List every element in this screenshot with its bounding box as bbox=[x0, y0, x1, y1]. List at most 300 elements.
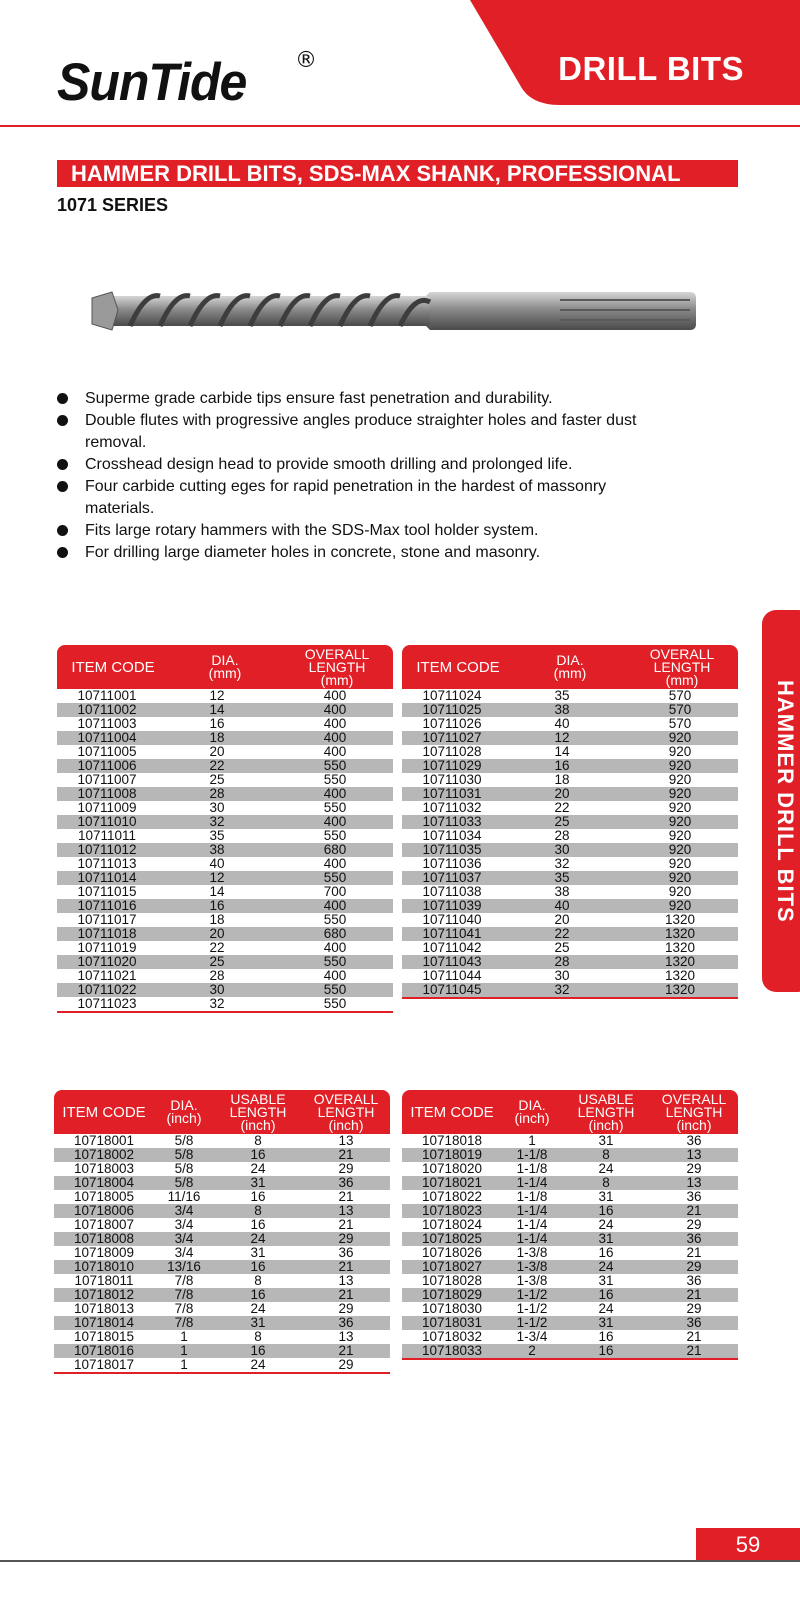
table-row bbox=[54, 1288, 390, 1302]
table-cell: 1 bbox=[180, 1343, 188, 1358]
col-item-code: ITEM CODE bbox=[62, 1103, 146, 1121]
table-cell: 920 bbox=[668, 730, 692, 745]
feature-item: Four carbide cutting eges for rapid penetration in the hardest of massonry materials. bbox=[57, 476, 677, 520]
footer-divider bbox=[0, 1560, 800, 1562]
table-cell: 10711035 bbox=[422, 842, 482, 857]
table-cell: 25 bbox=[554, 814, 570, 829]
drill-bit-image bbox=[90, 280, 700, 340]
table-cell: 10711018 bbox=[77, 926, 137, 941]
table-row bbox=[402, 1274, 738, 1288]
table-row bbox=[402, 689, 738, 703]
table-footer-rule bbox=[54, 1372, 390, 1374]
table-row bbox=[402, 1246, 738, 1260]
table-cell: 16 bbox=[209, 898, 225, 913]
table-cell: 25 bbox=[554, 940, 570, 955]
table-body bbox=[57, 689, 393, 1011]
table-cell: 10711045 bbox=[422, 982, 482, 997]
table-cell: 10711038 bbox=[422, 884, 482, 899]
table-cell: 29 bbox=[338, 1357, 354, 1372]
table-row bbox=[402, 815, 738, 829]
table-cell: 920 bbox=[668, 870, 692, 885]
table-cell: 21 bbox=[338, 1217, 354, 1232]
table-cell: 1-3/4 bbox=[516, 1329, 548, 1344]
table-cell: 10711011 bbox=[77, 828, 137, 843]
table-cell: 32 bbox=[209, 996, 225, 1011]
table-row bbox=[402, 843, 738, 857]
table-cell: 400 bbox=[323, 730, 347, 745]
table-cell: 14 bbox=[209, 702, 225, 717]
table-row bbox=[402, 1330, 738, 1344]
table-cell: 920 bbox=[668, 814, 692, 829]
feature-list bbox=[57, 388, 677, 564]
table-cell: 400 bbox=[323, 856, 347, 871]
col-dia: DIA. (inch) bbox=[514, 1097, 550, 1126]
table-cell: 32 bbox=[209, 814, 225, 829]
table-row bbox=[57, 773, 393, 787]
table-cell: 1-1/4 bbox=[516, 1203, 548, 1218]
table-footer-rule bbox=[402, 997, 738, 999]
table-cell: 21 bbox=[338, 1147, 354, 1162]
table-row bbox=[402, 1344, 738, 1358]
table-cell: 36 bbox=[686, 1315, 702, 1330]
table-cell: 30 bbox=[554, 842, 570, 857]
table-cell: 16 bbox=[598, 1343, 614, 1358]
col-overall-length: OVERALL LENGTH (inch) bbox=[313, 1090, 379, 1133]
table-row bbox=[57, 899, 393, 913]
col-usable-length: USABLE LENGTH (inch) bbox=[229, 1090, 287, 1133]
table-cell: 24 bbox=[598, 1301, 614, 1316]
table-cell: 29 bbox=[338, 1301, 354, 1316]
page-title: HAMMER DRILL BITS, SDS-MAX SHANK, PROFESSIONAL bbox=[57, 160, 738, 187]
table-cell: 28 bbox=[209, 786, 225, 801]
table-cell: 31 bbox=[250, 1315, 266, 1330]
table-cell: 36 bbox=[338, 1245, 354, 1260]
table-cell: 400 bbox=[323, 716, 347, 731]
table-row bbox=[57, 801, 393, 815]
table-cell: 20 bbox=[209, 744, 225, 759]
table-cell: 1320 bbox=[664, 968, 696, 983]
table-cell: 29 bbox=[686, 1217, 702, 1232]
table-cell: 10718020 bbox=[421, 1161, 483, 1176]
table-cell: 550 bbox=[323, 828, 347, 843]
table-cell: 40 bbox=[554, 898, 570, 913]
table-cell: 550 bbox=[323, 982, 347, 997]
table-cell: 10718032 bbox=[421, 1329, 483, 1344]
table-cell: 16 bbox=[250, 1217, 266, 1232]
table-row bbox=[402, 969, 738, 983]
table-cell: 10711022 bbox=[77, 982, 137, 997]
table-row bbox=[54, 1246, 390, 1260]
feature-item: Fits large rotary hammers with the SDS-Max tool holder system. bbox=[57, 520, 677, 542]
bullet-icon bbox=[57, 459, 68, 470]
table-row bbox=[57, 913, 393, 927]
table-cell: 10711013 bbox=[77, 856, 137, 871]
table-body bbox=[54, 1134, 390, 1372]
table-cell: 10718014 bbox=[73, 1315, 135, 1330]
table-row bbox=[57, 997, 393, 1011]
table-cell: 8 bbox=[254, 1273, 262, 1288]
table-cell: 40 bbox=[554, 716, 570, 731]
table-cell: 28 bbox=[554, 954, 570, 969]
table-cell: 400 bbox=[323, 940, 347, 955]
table-cell: 10711026 bbox=[422, 716, 482, 731]
table-row bbox=[402, 773, 738, 787]
table-cell: 36 bbox=[686, 1133, 702, 1148]
table-cell: 3/4 bbox=[174, 1217, 194, 1232]
table-cell: 1 bbox=[180, 1357, 188, 1372]
table-cell: 10711030 bbox=[422, 772, 482, 787]
table-cell: 10718004 bbox=[73, 1175, 135, 1190]
table-cell: 680 bbox=[323, 926, 347, 941]
table-row bbox=[402, 1204, 738, 1218]
table-row bbox=[402, 1176, 738, 1190]
table-cell: 10718019 bbox=[421, 1147, 483, 1162]
table-row bbox=[402, 983, 738, 997]
table-cell: 10711028 bbox=[422, 744, 482, 759]
table-cell: 10718012 bbox=[73, 1287, 135, 1302]
table-cell: 5/8 bbox=[174, 1147, 194, 1162]
table-cell: 21 bbox=[686, 1287, 702, 1302]
table-row bbox=[402, 913, 738, 927]
col-overall-length: OVERALL LENGTH (inch) bbox=[661, 1090, 727, 1133]
table-cell: 10711008 bbox=[77, 786, 137, 801]
table-cell: 3/4 bbox=[174, 1245, 194, 1260]
table-row bbox=[402, 857, 738, 871]
table-cell: 8 bbox=[254, 1329, 262, 1344]
table-cell: 24 bbox=[250, 1161, 266, 1176]
table-cell: 8 bbox=[602, 1175, 610, 1190]
table-cell: 31 bbox=[250, 1175, 266, 1190]
table-row bbox=[402, 829, 738, 843]
table-cell: 30 bbox=[209, 800, 225, 815]
table-cell: 1-1/2 bbox=[516, 1301, 548, 1316]
table-cell: 10718029 bbox=[421, 1287, 483, 1302]
table-cell: 10711042 bbox=[422, 940, 482, 955]
table-cell: 10711016 bbox=[77, 898, 137, 913]
table-cell: 22 bbox=[209, 940, 225, 955]
table-cell: 1-1/2 bbox=[516, 1287, 548, 1302]
metric-table-left bbox=[57, 645, 393, 1013]
table-cell: 18 bbox=[209, 730, 225, 745]
table-cell: 5/8 bbox=[174, 1161, 194, 1176]
table-cell: 10711037 bbox=[422, 870, 482, 885]
table-cell: 25 bbox=[209, 772, 225, 787]
table-row bbox=[402, 787, 738, 801]
table-cell: 400 bbox=[323, 968, 347, 983]
table-cell: 16 bbox=[250, 1287, 266, 1302]
table-row bbox=[54, 1358, 390, 1372]
table-cell: 24 bbox=[250, 1231, 266, 1246]
table-cell: 10718026 bbox=[421, 1245, 483, 1260]
table-cell: 31 bbox=[598, 1231, 614, 1246]
table-cell: 10718008 bbox=[73, 1231, 135, 1246]
category-label: DRILL BITS bbox=[558, 50, 744, 87]
table-header bbox=[402, 1090, 738, 1134]
table-cell: 31 bbox=[598, 1315, 614, 1330]
table-cell: 400 bbox=[323, 786, 347, 801]
table-cell: 36 bbox=[686, 1273, 702, 1288]
table-cell: 40 bbox=[209, 856, 225, 871]
table-body bbox=[402, 689, 738, 997]
table-cell: 16 bbox=[598, 1287, 614, 1302]
col-usable-length: USABLE LENGTH (inch) bbox=[577, 1090, 635, 1133]
table-cell: 10711032 bbox=[422, 800, 482, 815]
table-row bbox=[57, 857, 393, 871]
col-dia: DIA. (inch) bbox=[166, 1097, 202, 1126]
table-row bbox=[57, 829, 393, 843]
table-cell: 550 bbox=[323, 758, 347, 773]
table-cell: 1-3/8 bbox=[516, 1259, 548, 1274]
table-cell: 31 bbox=[598, 1273, 614, 1288]
table-cell: 28 bbox=[554, 828, 570, 843]
table-cell: 38 bbox=[209, 842, 225, 857]
table-cell: 10718017 bbox=[73, 1357, 135, 1372]
table-cell: 10711004 bbox=[77, 730, 137, 745]
table-cell: 10718024 bbox=[421, 1217, 483, 1232]
col-item-code: ITEM CODE bbox=[410, 1103, 494, 1121]
table-header bbox=[402, 645, 738, 689]
table-cell: 12 bbox=[554, 730, 570, 745]
table-row bbox=[402, 731, 738, 745]
table-cell: 1-3/8 bbox=[516, 1273, 548, 1288]
registered-mark: ® bbox=[295, 48, 317, 73]
table-cell: 10718027 bbox=[421, 1259, 483, 1274]
table-cell: 1320 bbox=[664, 940, 696, 955]
table-row bbox=[54, 1232, 390, 1246]
table-cell: 5/8 bbox=[174, 1175, 194, 1190]
table-cell: 29 bbox=[338, 1161, 354, 1176]
table-body bbox=[402, 1134, 738, 1358]
table-cell: 10711021 bbox=[77, 968, 137, 983]
table-cell: 920 bbox=[668, 800, 692, 815]
table-cell: 1-1/8 bbox=[516, 1189, 548, 1204]
table-cell: 22 bbox=[554, 800, 570, 815]
table-cell: 570 bbox=[668, 716, 692, 731]
table-cell: 400 bbox=[323, 898, 347, 913]
table-cell: 20 bbox=[554, 786, 570, 801]
table-cell: 35 bbox=[554, 870, 570, 885]
table-footer-rule bbox=[402, 1358, 738, 1360]
table-cell: 10711040 bbox=[422, 912, 482, 927]
table-cell: 10711033 bbox=[422, 814, 482, 829]
col-item-code: ITEM CODE bbox=[416, 658, 500, 676]
table-cell: 1320 bbox=[664, 982, 696, 997]
table-row bbox=[402, 1148, 738, 1162]
table-row bbox=[402, 899, 738, 913]
table-row bbox=[402, 759, 738, 773]
table-cell: 20 bbox=[554, 912, 570, 927]
table-header bbox=[54, 1090, 390, 1134]
table-row bbox=[57, 703, 393, 717]
table-cell: 570 bbox=[668, 702, 692, 717]
table-cell: 1320 bbox=[664, 912, 696, 927]
table-cell: 21 bbox=[686, 1343, 702, 1358]
table-cell: 570 bbox=[668, 688, 692, 703]
table-row bbox=[57, 843, 393, 857]
table-cell: 10711043 bbox=[422, 954, 482, 969]
table-row bbox=[54, 1302, 390, 1316]
table-cell: 29 bbox=[686, 1301, 702, 1316]
table-row bbox=[402, 885, 738, 899]
table-row bbox=[54, 1218, 390, 1232]
table-cell: 10718001 bbox=[73, 1133, 135, 1148]
table-cell: 8 bbox=[254, 1133, 262, 1148]
table-cell: 920 bbox=[668, 772, 692, 787]
table-cell: 10718023 bbox=[421, 1203, 483, 1218]
table-cell: 10711015 bbox=[77, 884, 137, 899]
table-cell: 550 bbox=[323, 800, 347, 815]
table-row bbox=[57, 745, 393, 759]
table-row bbox=[402, 1288, 738, 1302]
table-cell: 21 bbox=[686, 1245, 702, 1260]
table-cell: 10711027 bbox=[422, 730, 482, 745]
bullet-icon bbox=[57, 547, 68, 558]
table-row bbox=[54, 1148, 390, 1162]
table-row bbox=[57, 787, 393, 801]
table-cell: 30 bbox=[209, 982, 225, 997]
feature-item: Double flutes with progressive angles produce straighter holes and faster dust removal. bbox=[57, 410, 677, 454]
table-cell: 400 bbox=[323, 744, 347, 759]
table-cell: 920 bbox=[668, 786, 692, 801]
table-row bbox=[57, 983, 393, 997]
table-cell: 10711019 bbox=[77, 940, 137, 955]
table-cell: 680 bbox=[323, 842, 347, 857]
table-cell: 10718025 bbox=[421, 1231, 483, 1246]
table-row bbox=[54, 1190, 390, 1204]
table-cell: 25 bbox=[209, 954, 225, 969]
feature-item: Superme grade carbide tips ensure fast penetration and durability. bbox=[57, 388, 677, 410]
table-row bbox=[54, 1316, 390, 1330]
table-cell: 13/16 bbox=[167, 1259, 201, 1274]
table-cell: 24 bbox=[250, 1357, 266, 1372]
table-cell: 10718010 bbox=[73, 1259, 135, 1274]
table-cell: 7/8 bbox=[174, 1273, 194, 1288]
table-cell: 21 bbox=[338, 1343, 354, 1358]
table-cell: 30 bbox=[554, 968, 570, 983]
table-cell: 10711002 bbox=[77, 702, 137, 717]
table-cell: 10711001 bbox=[77, 688, 137, 703]
table-cell: 13 bbox=[338, 1273, 354, 1288]
table-cell: 36 bbox=[338, 1315, 354, 1330]
table-cell: 920 bbox=[668, 758, 692, 773]
table-cell: 10711039 bbox=[422, 898, 482, 913]
table-cell: 10718003 bbox=[73, 1161, 135, 1176]
table-cell: 1-1/8 bbox=[516, 1147, 548, 1162]
table-cell: 3/4 bbox=[174, 1231, 194, 1246]
bullet-icon bbox=[57, 481, 68, 492]
table-cell: 10718009 bbox=[73, 1245, 135, 1260]
table-cell: 21 bbox=[338, 1259, 354, 1274]
table-row bbox=[402, 703, 738, 717]
table-cell: 7/8 bbox=[174, 1301, 194, 1316]
table-row bbox=[402, 1232, 738, 1246]
table-cell: 10718021 bbox=[421, 1175, 483, 1190]
table-cell: 1 bbox=[180, 1329, 188, 1344]
table-cell: 29 bbox=[686, 1259, 702, 1274]
table-row bbox=[402, 955, 738, 969]
table-cell: 13 bbox=[338, 1329, 354, 1344]
table-cell: 28 bbox=[209, 968, 225, 983]
table-row bbox=[402, 1162, 738, 1176]
feature-item: Crosshead design head to provide smooth drilling and prolonged life. bbox=[57, 454, 677, 476]
inch-table-left bbox=[54, 1090, 390, 1374]
table-cell: 16 bbox=[209, 716, 225, 731]
table-row bbox=[402, 745, 738, 759]
table-cell: 1320 bbox=[664, 954, 696, 969]
table-cell: 12 bbox=[209, 688, 225, 703]
table-cell: 24 bbox=[598, 1259, 614, 1274]
table-cell: 32 bbox=[554, 856, 570, 871]
table-cell: 16 bbox=[598, 1203, 614, 1218]
table-cell: 1320 bbox=[664, 926, 696, 941]
table-cell: 31 bbox=[250, 1245, 266, 1260]
table-cell: 10711029 bbox=[422, 758, 482, 773]
table-row bbox=[57, 871, 393, 885]
table-cell: 10711005 bbox=[77, 744, 137, 759]
table-cell: 1-1/2 bbox=[516, 1315, 548, 1330]
table-cell: 10711012 bbox=[77, 842, 137, 857]
table-cell: 10718033 bbox=[421, 1343, 483, 1358]
table-cell: 10718015 bbox=[73, 1329, 135, 1344]
table-cell: 10718018 bbox=[421, 1133, 483, 1148]
table-cell: 920 bbox=[668, 884, 692, 899]
table-cell: 16 bbox=[598, 1245, 614, 1260]
table-cell: 10711020 bbox=[77, 954, 137, 969]
table-cell: 10711031 bbox=[422, 786, 482, 801]
table-cell: 8 bbox=[602, 1147, 610, 1162]
table-cell: 13 bbox=[338, 1133, 354, 1148]
table-row bbox=[54, 1260, 390, 1274]
table-row bbox=[402, 1302, 738, 1316]
table-row bbox=[54, 1204, 390, 1218]
table-cell: 8 bbox=[254, 1203, 262, 1218]
table-cell: 16 bbox=[250, 1147, 266, 1162]
table-row bbox=[402, 717, 738, 731]
table-cell: 7/8 bbox=[174, 1287, 194, 1302]
table-row bbox=[57, 717, 393, 731]
col-item-code: ITEM CODE bbox=[71, 658, 155, 676]
table-cell: 18 bbox=[209, 912, 225, 927]
table-cell: 10718030 bbox=[421, 1301, 483, 1316]
table-cell: 400 bbox=[323, 688, 347, 703]
table-cell: 12 bbox=[209, 870, 225, 885]
table-cell: 22 bbox=[209, 758, 225, 773]
table-cell: 38 bbox=[554, 702, 570, 717]
table-cell: 10718005 bbox=[73, 1189, 135, 1204]
table-cell: 550 bbox=[323, 870, 347, 885]
table-cell: 16 bbox=[554, 758, 570, 773]
table-row bbox=[402, 1260, 738, 1274]
table-row bbox=[402, 1134, 738, 1148]
table-cell: 550 bbox=[323, 912, 347, 927]
table-cell: 10718022 bbox=[421, 1189, 483, 1204]
table-row bbox=[54, 1330, 390, 1344]
table-cell: 38 bbox=[554, 884, 570, 899]
table-cell: 24 bbox=[250, 1301, 266, 1316]
series-label: 1071 SERIES bbox=[57, 195, 169, 215]
table-cell: 24 bbox=[598, 1217, 614, 1232]
table-cell: 920 bbox=[668, 828, 692, 843]
table-cell: 920 bbox=[668, 842, 692, 857]
table-cell: 10711044 bbox=[422, 968, 482, 983]
table-cell: 10711009 bbox=[77, 800, 137, 815]
table-row bbox=[57, 955, 393, 969]
table-cell: 16 bbox=[250, 1259, 266, 1274]
table-row bbox=[57, 759, 393, 773]
brand-name: SunTide bbox=[57, 52, 247, 112]
table-cell: 700 bbox=[323, 884, 347, 899]
table-cell: 14 bbox=[554, 744, 570, 759]
